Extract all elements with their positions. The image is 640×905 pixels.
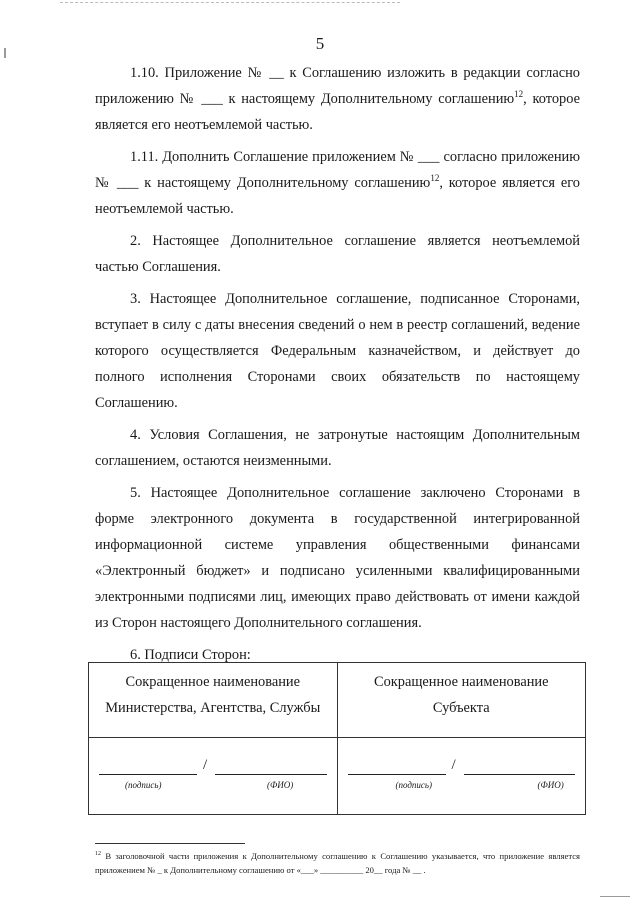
party-left-signature: [89, 738, 338, 815]
scan-mark: [600, 896, 630, 897]
paragraph-4: 4. Условия Соглашения, не затронутые настоящим Дополнительным соглашением, остаются неизменными.: [95, 427, 580, 469]
scan-mark: [4, 48, 6, 58]
signature-slash: /: [203, 757, 208, 773]
paragraph-text: 1.11. Дополнить Соглашение приложением № ___ согласно приложению № ___ к настоящему Дополнительному соглашению: [95, 149, 580, 191]
party-left-line2: Министерства, Агентства, Службы: [105, 700, 321, 716]
document-body: [95, 60, 580, 674]
party-left-line1: Сокращенное наименование: [125, 674, 301, 690]
paragraph-3: 3. Настоящее Дополнительное соглашение, подписанное Сторонами, вступает в силу с даты внесения сведений о нем в реестр соглашений, ведение которого осуществляется Федеральным казначейством, и действует до полного исполнения Сторонами своих обязательств по настоящему Соглашению.: [95, 291, 580, 411]
name-caption: (ФИО): [267, 780, 294, 790]
party-right-line1: Сокращенное наименование: [373, 674, 549, 690]
footnote-ref: 12: [430, 173, 440, 184]
party-right-signature: [337, 738, 586, 815]
paragraph-tail: , которое является его неотъемлемой частью.: [95, 175, 580, 217]
paragraph-tail: , которое является его неотъемлемой частью.: [95, 91, 580, 133]
page-number: 5: [315, 34, 325, 53]
party-right-header: [337, 663, 586, 738]
party-left-header: [89, 663, 338, 738]
paragraph-2: 2. Настоящее Дополнительное соглашение является неотъемлемой частью Соглашения.: [95, 233, 580, 275]
signature-slash: /: [451, 757, 456, 773]
footnote-mark: 12: [95, 851, 101, 858]
paragraph-text: 1.10. Приложение № __ к Соглашению изложить в редакции согласно приложению № ___ к настоящему Дополнительному соглашению: [95, 65, 580, 107]
footnote-ref: 12: [514, 89, 524, 100]
signature-caption: (подпись): [395, 780, 433, 790]
signature-line: [99, 757, 327, 776]
signature-line: [348, 757, 576, 776]
paragraph-5: 5. Настоящее Дополнительное соглашение заключено Сторонами в форме электронного документа в государственной интегрированной информационной системе управления общественными финансами «Электронный бюджет» и подписано усиленными квалифицированными электронными подписями лиц, имеющих право действовать от имени каждой из Сторон настоящего Дополнительного соглашения.: [95, 485, 580, 631]
footnote-text: В заголовочной части приложения к Дополнительному соглашению к Соглашению указывается, что приложение является приложением № _ к Дополнительному соглашению от «___» __________ 20__ года № __ .: [95, 851, 580, 875]
footnote-separator: [95, 843, 245, 844]
footnote: [95, 849, 580, 877]
party-right-line2: Субъекта: [432, 700, 490, 716]
paragraph-6: 6. Подписи Сторон:: [130, 647, 251, 663]
signatures-table: [88, 662, 586, 815]
signature-caption: (подпись): [125, 780, 162, 790]
scan-top-edge: [60, 2, 400, 3]
name-caption: (ФИО): [537, 780, 564, 790]
paragraph-1-10: [95, 60, 580, 138]
paragraph-1-11: [95, 144, 580, 222]
